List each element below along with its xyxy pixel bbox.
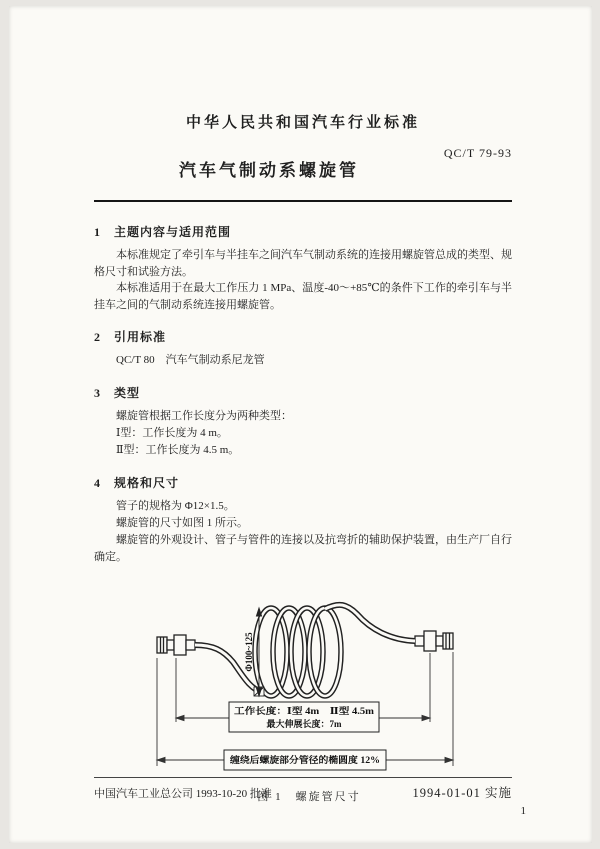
- approval-note: 中国汽车工业总公司 1993-10-20 批准: [94, 788, 272, 800]
- ovality-note-box: [224, 750, 386, 770]
- section-3-line-3: Ⅱ型：工作长度为 4.5 m。: [116, 444, 240, 456]
- section-3-heading: 3 类型: [94, 386, 141, 400]
- section-3-line-2: Ⅰ型：工作长度为 4 m。: [116, 427, 228, 439]
- work-length-note: 工作长度：Ⅰ型 4m Ⅱ型 4.5m: [234, 706, 354, 716]
- header-rule: [94, 200, 512, 202]
- section-4-heading: 4 规格和尺寸: [94, 476, 180, 490]
- header-band: [94, 134, 512, 192]
- section-3-line-1: 螺旋管根据工作长度分为两种类型：: [116, 410, 292, 422]
- max-extension-note: 最大伸展长度：7m: [266, 719, 342, 729]
- page-footer: [94, 777, 512, 801]
- ovality-note: 缠绕后螺旋部分管径的椭圆度 12%: [230, 755, 368, 765]
- section-4-line-1: 管子的规格为 Φ12×1.5。: [116, 500, 235, 512]
- section-4-line-2: 螺旋管的尺寸如图 1 所示。: [116, 517, 248, 529]
- spiral-tube-drawing: [149, 590, 469, 782]
- work-length-note-box: [229, 702, 379, 732]
- section-1-paragraph-1: 本标准规定了牵引车与半挂车之间汽车气制动系统的连接用螺旋管总成的类型、规格尺寸和试验方法。: [94, 249, 512, 278]
- coil: [255, 608, 341, 696]
- section-1-paragraph-2: 本标准适用于在最大工作压力 1 MPa、温度-40～+85℃的条件下工作的牵引车与半挂车之间的气制动系统连接用螺旋管。: [94, 282, 512, 311]
- diameter-label: Φ100~125: [244, 632, 254, 672]
- section-1-heading: 1 主题内容与适用范围: [94, 225, 232, 239]
- figure-1: [9, 590, 600, 804]
- standard-org-title: 中华人民共和国汽车行业标准: [185, 115, 420, 131]
- implementation-note: 1994-01-01 实施: [412, 786, 512, 800]
- figure-caption: 图 1 螺旋管尺寸: [257, 791, 361, 803]
- section-4-line-3: 螺旋管的外观设计、管子与管件的连接以及抗弯折的辅助保护装置，由生产厂自行确定。: [94, 534, 512, 563]
- page-number: 1: [520, 805, 526, 817]
- section-2-reference: QC/T 80 汽车气制动系尼龙管: [116, 354, 265, 366]
- document-title: 汽车气制动系螺旋管: [179, 161, 359, 180]
- section-2-heading: 2 引用标准: [94, 330, 167, 344]
- right-fitting: [415, 631, 453, 651]
- left-fitting: [157, 635, 195, 655]
- standard-code: QC/T 79-93: [443, 146, 512, 160]
- document-page: [9, 6, 592, 843]
